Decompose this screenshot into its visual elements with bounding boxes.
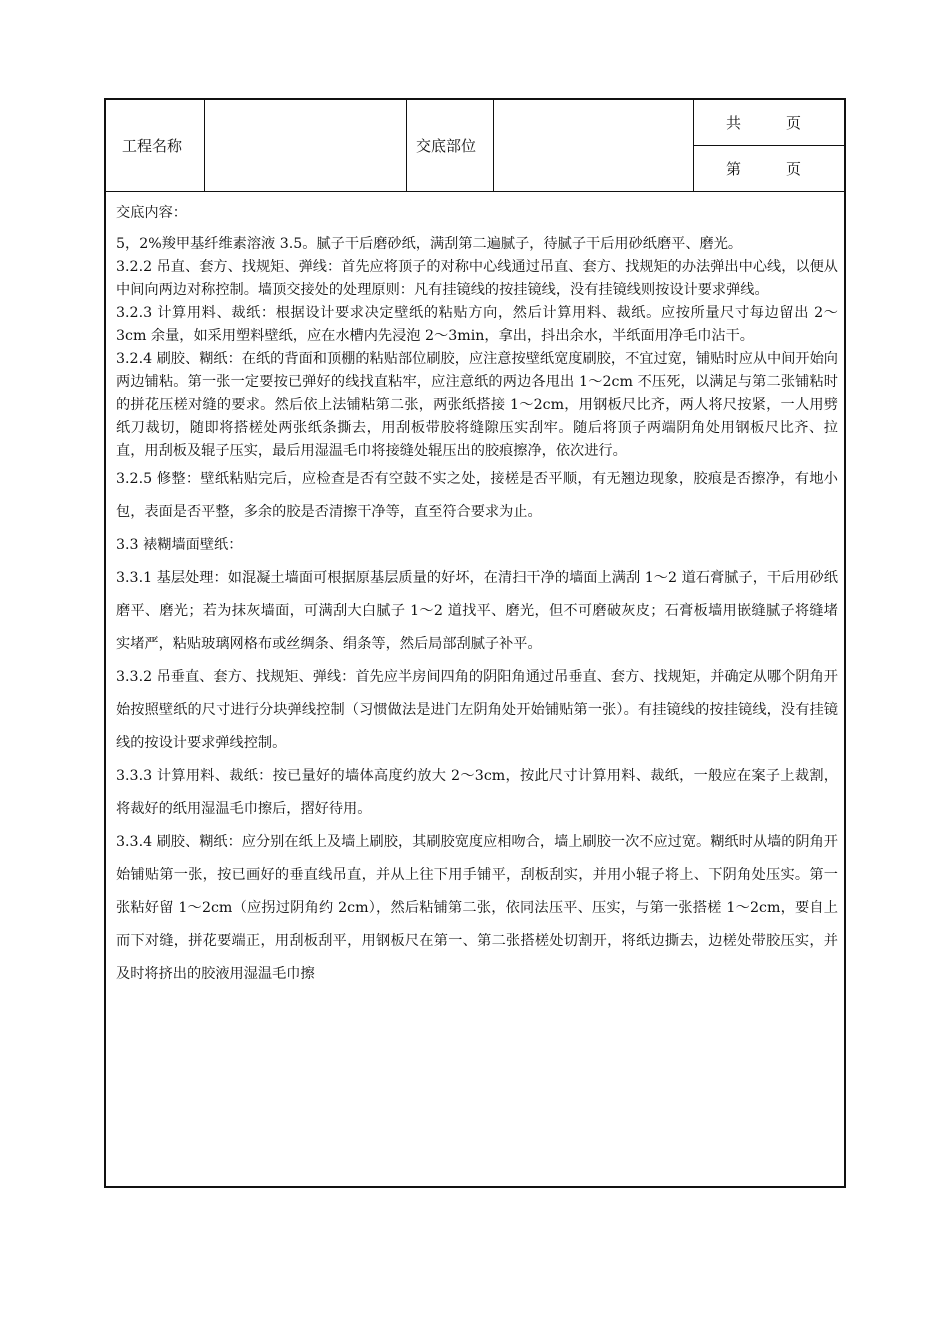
content-paragraph: 3.2.4 刷胶、糊纸：在纸的背面和顶棚的粘贴部位刷胶，应注意按壁纸宽度刷胶，不宜过宽，铺贴时应从中间开始向两边铺粘。第一张一定要按已弹好的线找直粘牢，应注意纸的两边各甩出 1～2cm 不压死，以满足与第二张铺粘时的拼花压槎对缝的要求。然后依上法铺粘第二张，两张纸搭接 1～2cm，用钢板尺比齐，两人将尺按紧，一人用劈纸刀裁切，随即将搭槎处两张纸条撕去，用刮板带胶将缝隙压实刮牢。随后将顶子两端阴角处用钢板尺比齐、拉直，用刮板及辊子压实，最后用湿温毛巾将接缝处辊压出的胶痕擦净，依次进行。 [116,351,838,459]
page-number: 第 页 [726,160,802,178]
content-paragraph: 3.3.4 刷胶、糊纸：应分别在纸上及墙上刷胶，其刷胶宽度应相吻合，墙上刷胶一次不应过宽。糊纸时从墙的阴角开始铺贴第一张，按已画好的垂直线吊直，并从上往下用手铺平，刮板刮实，并用小辊子将上、下阴角处压实。第一张粘好留 1～2cm（应拐过阴角约 2cm），然后粘铺第二张，依同法压平、压实，与第一张搭槎 1～2cm，要自上而下对缝，拼花要端正，用刮板刮平，用钢板尺在第一、第二张搭槎处切割开，将纸边撕去，边槎处带胶压实，并及时将挤出的胶液用湿温毛巾擦 [116,834,838,982]
content-paragraph: 3.3.2 吊垂直、套方、找规矩、弹线：首先应半房间四角的阴阳角通过吊垂直、套方、找规矩，并确定从哪个阴角开始按照壁纸的尺寸进行分块弹线控制（习惯做法是进门左阴角处开始铺贴第一张）。有挂镜线的按挂镜线，没有挂镜线的按设计要求弹线控制。 [116,669,838,751]
page-cell-divider [693,145,844,146]
content-paragraph: 3.2.2 吊直、套方、找规矩、弹线：首先应将顶子的对称中心线通过吊直、套方、找规矩的办法弹出中心线，以便从中间向两边对称控制。墙顶交接处的处理原则：凡有挂镜线的按挂镜线，没有挂镜线则按设计要求弹线。 [116,259,838,298]
disclosure-content [116,202,838,991]
project-name-label: 工程名称 [122,137,183,155]
content-block-spaced [116,463,838,991]
header-divider-4 [693,100,694,191]
location-label: 交底部位 [416,137,477,155]
header-divider-3 [493,100,494,191]
header-divider-1 [204,100,205,191]
content-paragraph: 3.2.5 修整：壁纸粘贴完后，应检查是否有空鼓不实之处，接槎是否平顺，有无翘边现象，胶痕是否擦净，有地小包，表面是否平整，多余的胶是否清擦干净等，直至符合要求为止。 [116,471,838,520]
content-paragraph: 3.3.3 计算用料、裁纸：按已量好的墙体高度约放大 2～3cm，按此尺寸计算用料、裁纸，一般应在案子上裁割，将裁好的纸用湿温毛巾擦后，摺好待用。 [116,768,838,817]
header-divider-2 [406,100,407,191]
content-paragraph: 5，2%羧甲基纤维素溶液 3.5。腻子干后磨砂纸，满刮第二遍腻子，待腻子干后用砂纸磨平、磨光。 [116,236,743,252]
content-title: 交底内容： [116,205,187,221]
header-bottom-rule [106,191,844,192]
section-heading: 3.3 裱糊墙面壁纸： [116,537,243,553]
content-paragraph: 3.3.1 基层处理：如混凝土墙面可根据原基层质量的好坏，在清扫干净的墙面上满刮 1～2 道石膏腻子，干后用砂纸磨平、磨光；若为抹灰墙面，可满刮大白腻子 1～2 道找平、磨光，但不可磨破灰皮；石膏板墙用嵌缝腻子将缝堵实堵严，粘贴玻璃网格布或丝绸条、绢条等，然后局部刮腻子补平。 [116,570,838,652]
disclosure-form [104,98,846,1188]
content-paragraph: 3.2.3 计算用料、裁纸：根据设计要求决定壁纸的粘贴方向，然后计算用料、裁纸。应按所量尺寸每边留出 2～3cm 余量，如采用塑料壁纸，应在水槽内先浸泡 2～3min，拿出，抖出余水，半纸面用净毛巾沾干。 [116,305,838,344]
content-block-dense [116,202,838,463]
total-pages: 共 页 [726,114,802,132]
